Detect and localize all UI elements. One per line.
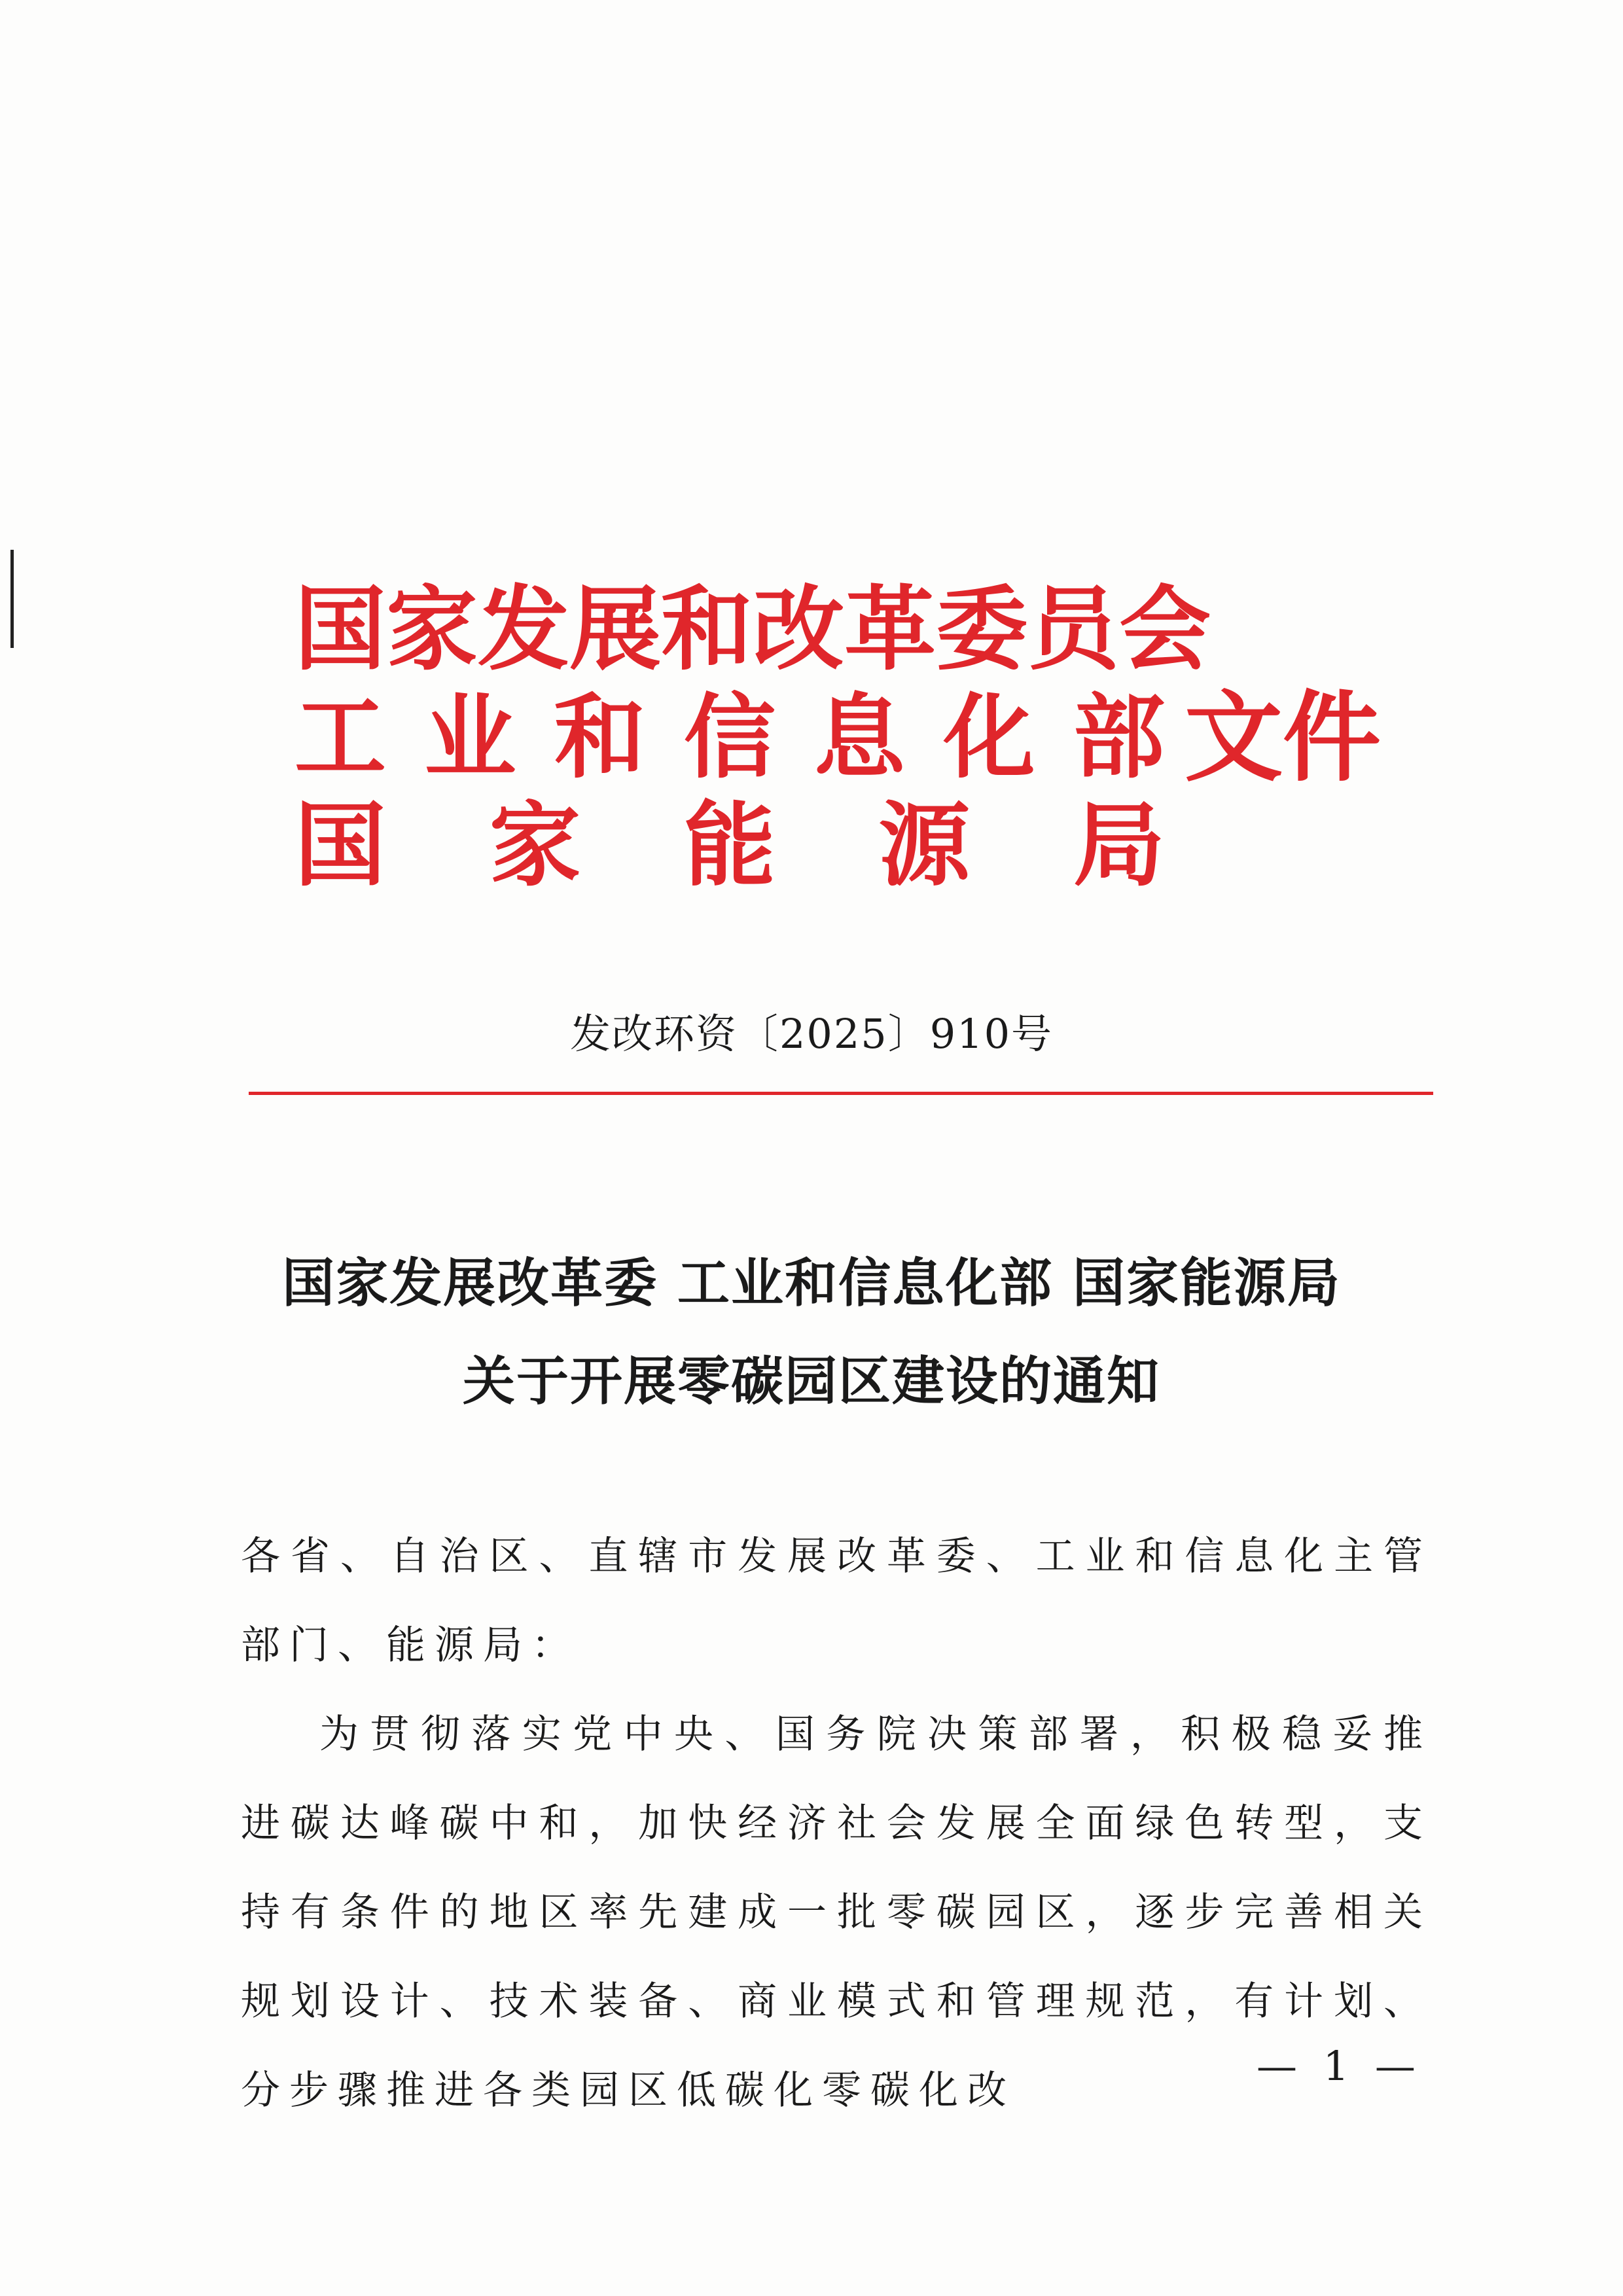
- masthead-char: 国: [294, 576, 387, 683]
- masthead-row-miit: [294, 684, 1165, 792]
- document-number: 发改环资〔2025〕910号: [569, 1010, 1054, 1058]
- masthead-char: 革: [844, 576, 936, 683]
- masthead-char: 展: [569, 576, 662, 683]
- masthead-row-nea: [294, 792, 1165, 900]
- masthead-char: 员: [1027, 576, 1120, 683]
- masthead-char: 委: [936, 576, 1028, 683]
- masthead-char: 家: [489, 792, 581, 899]
- red-separator-line: [249, 1092, 1433, 1095]
- masthead-char: 会: [1119, 576, 1211, 683]
- document-body: [241, 1512, 1432, 2135]
- masthead-char: 部: [1073, 684, 1165, 791]
- masthead-char: 和: [554, 684, 646, 791]
- masthead-char: 局: [1073, 792, 1165, 899]
- masthead-char: 信: [683, 684, 776, 791]
- masthead-row-ndrc: [294, 576, 1211, 684]
- masthead-char: 息: [813, 684, 906, 791]
- masthead-suffix: 文件: [1185, 680, 1382, 795]
- masthead-char: 家: [386, 576, 478, 683]
- page-number: — 1 —: [1257, 2042, 1422, 2090]
- masthead-char: 工: [294, 684, 387, 791]
- masthead-char: 改: [753, 576, 845, 683]
- document-title-line-2: 关于开展零碳园区建设的通知: [463, 1350, 1160, 1412]
- masthead-char: 源: [878, 792, 971, 899]
- masthead-char: 业: [424, 684, 516, 791]
- masthead-char: 化: [943, 684, 1035, 791]
- masthead-char: 国: [294, 792, 387, 899]
- red-masthead: [294, 576, 1420, 916]
- document-title-line-1: 国家发展改革委 工业和信息化部 国家能源局: [282, 1252, 1341, 1314]
- body-paragraph: 为贯彻落实党中央、国务院决策部署，积极稳妥推进碳达峰碳中和，加快经济社会发展全面绿色转型，支持有条件的地区率先建成一批零碳园区，逐步完善相关规划设计、技术装备、商业模式和管理规范，有计划、分步骤推进各类园区低碳化零碳化改: [241, 1712, 1432, 2113]
- masthead-char: 能: [683, 792, 776, 899]
- masthead-char: 发: [478, 576, 570, 683]
- masthead-agencies: [294, 576, 1211, 900]
- addressee: 各省、自治区、直辖市发展改革委、工业和信息化主管部门、能源局：: [241, 1534, 1432, 1668]
- scan-edge-mark: [10, 550, 14, 648]
- masthead-char: 和: [661, 576, 753, 683]
